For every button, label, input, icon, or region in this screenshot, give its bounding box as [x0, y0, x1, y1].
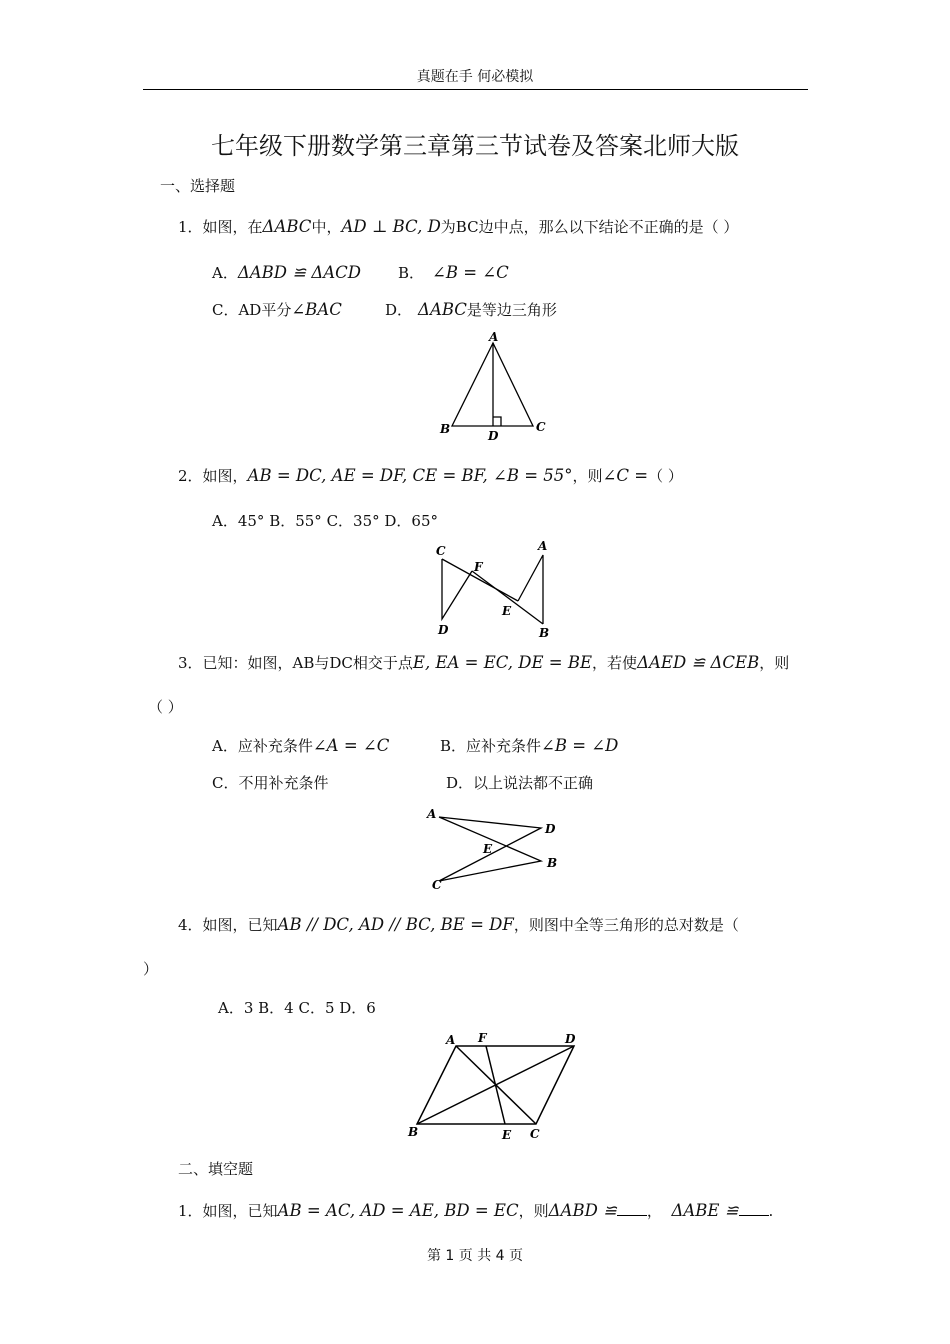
q1-text-2: 为BC边中点，那么以下结论不正确的是（ ） — [440, 218, 739, 236]
question-2: 2．如图，AB = DC, AE = DF, CE = BF, ∠B = 55°，则∠C =（ ） — [178, 466, 683, 485]
q2-options: A．45° B．55° C．35° D．65° — [212, 512, 439, 530]
header-divider — [143, 89, 808, 90]
page-header: 真题在手 何必模拟 — [416, 69, 534, 85]
q4-math-1: AB // DC, AD // BC, BE = DF — [277, 915, 514, 934]
label-a: A — [538, 539, 548, 553]
question-1 — [178, 216, 738, 237]
label-b: B — [440, 422, 451, 436]
label-d: D — [565, 1032, 576, 1046]
label-b: B — [408, 1125, 419, 1139]
q1-option-c: C．AD平分∠BAC — [212, 300, 342, 319]
segment-fe — [486, 1046, 505, 1124]
q4-options: A．3 B．4 C．5 D．6 — [218, 999, 376, 1017]
q1-math-2: AD ⊥ BC, D — [341, 217, 441, 236]
q2-math-2: ∠C = — [602, 466, 649, 485]
q1-option-d: D． ΔABC是等边三角形 — [385, 300, 557, 319]
q1-number: 1．如图，在 — [178, 218, 263, 236]
label-d: D — [488, 429, 499, 443]
q1-math-1: ΔABC — [262, 217, 312, 236]
label-c: C — [530, 1127, 540, 1141]
label-a: A — [427, 807, 437, 821]
q1-option-b: B． ∠B = ∠C — [398, 263, 509, 282]
label-c: C — [536, 420, 546, 434]
label-c: C — [436, 544, 446, 558]
q1-option-a: A．ΔABD ≌ ΔACD — [212, 263, 362, 282]
label-d: D — [438, 623, 449, 637]
label-d: D — [545, 822, 556, 836]
q2-math-1: AB = DC, AE = DF, CE = BF, ∠B = 55° — [247, 466, 573, 485]
question-4: 4．如图，已知AB // DC, AD // BC, BE = DF，则图中全等三角形的总对数是（ — [178, 915, 739, 934]
q1-text-1: 中， — [311, 218, 342, 236]
section-heading-fill: 二、填空题 — [178, 1160, 254, 1178]
q3-math-2: ΔAED ≌ ΔCEB — [637, 653, 760, 672]
triangle-abe — [518, 555, 543, 624]
label-a: A — [489, 330, 499, 344]
q3-math-1: E, EA = EC, DE = BE — [412, 653, 593, 672]
fill-question-1: 1．如图，已知AB = AC, AD = AE, BD = EC，则ΔABD ≌ ， ΔABE ≌ . — [178, 1201, 774, 1220]
section-heading-choice: 一、选择题 — [160, 177, 236, 195]
q3-option-a: A．应补充条件∠A = ∠C — [212, 736, 390, 755]
page-footer: 第 1 页 共 4 页 — [426, 1248, 524, 1264]
q3-option-d: D．以上说法都不正确 — [446, 774, 594, 792]
q4-parallelogram-figure — [402, 1028, 588, 1146]
label-b: B — [547, 856, 558, 870]
label-f: F — [474, 560, 483, 574]
label-f: F — [478, 1031, 487, 1045]
label-a: A — [446, 1033, 456, 1047]
q2-figure — [428, 536, 558, 642]
f1-math-3: ΔABE ≌ — [671, 1201, 739, 1220]
q3-bracket: （ ） — [148, 698, 183, 716]
q3-option-c: C．不用补充条件 — [212, 774, 329, 792]
question-3: 3．已知：如图，AB与DC相交于点E, EA = EC, DE = BE，若使ΔAED ≌ ΔCEB，则 — [178, 653, 790, 672]
f1-math-1: AB = AC, AD = AE, BD = EC — [277, 1201, 519, 1220]
answer-blank-2[interactable] — [739, 1203, 769, 1216]
f1-math-2: ΔABD ≌ — [548, 1201, 617, 1220]
q1-triangle-figure — [430, 330, 560, 445]
right-angle-mark — [493, 417, 501, 426]
q3-option-b: B．应补充条件∠B = ∠D — [440, 736, 619, 755]
q3-figure — [422, 804, 567, 896]
answer-blank-1[interactable] — [617, 1203, 647, 1216]
label-e: E — [483, 842, 493, 856]
document-title: 七年级下册数学第三章第三节试卷及答案北师大版 — [211, 132, 739, 160]
label-b: B — [539, 626, 550, 640]
q4-bracket: ） — [143, 960, 159, 978]
label-e: E — [502, 604, 512, 618]
label-c: C — [432, 878, 442, 892]
label-e: E — [502, 1128, 512, 1142]
